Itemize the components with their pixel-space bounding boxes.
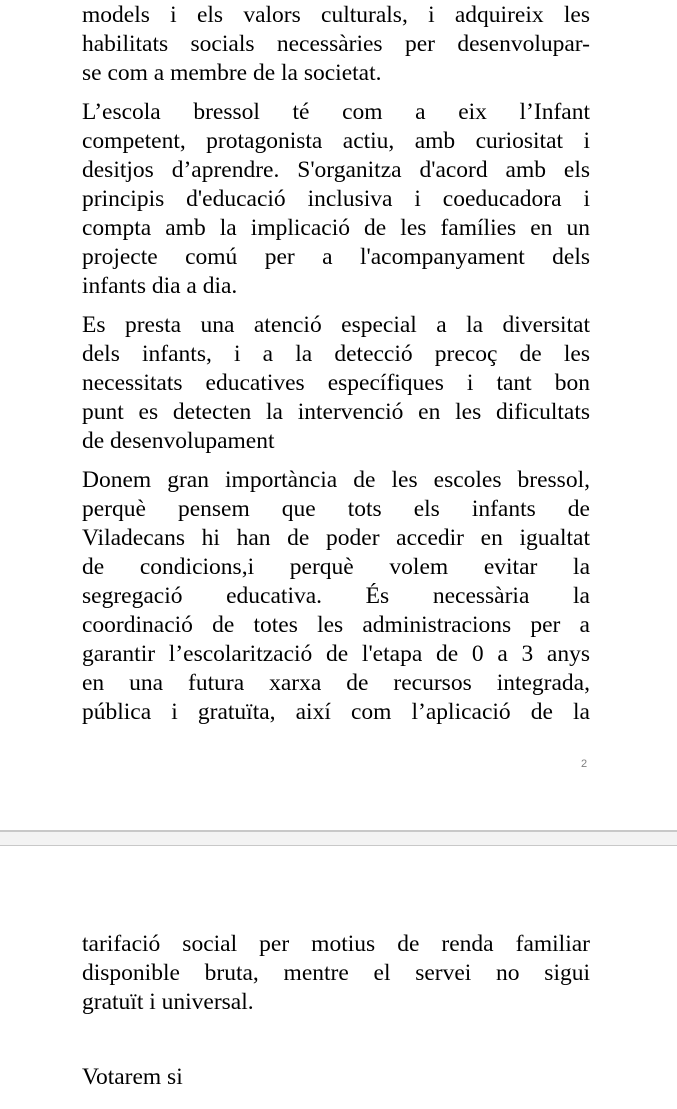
text-line: competent, protagonista actiu, amb curiositat i bbox=[82, 128, 590, 154]
text-line: tarifació social per motius de renda familiar bbox=[82, 931, 590, 957]
text-line: L’escola bressol té com a eix l’Infant bbox=[82, 99, 590, 125]
text-line: compta amb la implicació de les famílies en un bbox=[82, 215, 590, 241]
text-line: garantir l’escolarització de l'etapa de 0 a 3 anys bbox=[82, 641, 590, 667]
page-1-body bbox=[82, 1, 590, 727]
text-line: perquè pensem que tots els infants de bbox=[82, 496, 590, 522]
text-line: projecte comú per a l'acompanyament dels bbox=[82, 244, 590, 270]
paragraph-3 bbox=[82, 311, 590, 456]
text-line: en una futura xarxa de recursos integrada, bbox=[82, 670, 590, 696]
text-line: dels infants, i a la detecció precoç de les bbox=[82, 341, 590, 367]
paragraph-1 bbox=[82, 1, 590, 88]
text-line: de desenvolupament bbox=[82, 428, 275, 454]
text-line: Donem gran importància de les escoles bressol, bbox=[82, 467, 590, 493]
text-line: disponible bruta, mentre el servei no sigui bbox=[82, 960, 590, 986]
text-line: necessitats educatives específiques i tant bon bbox=[82, 370, 590, 396]
text-line: gratuït i universal. bbox=[82, 989, 254, 1015]
text-line: coordinació de totes les administracions per a bbox=[82, 612, 590, 638]
text-line: Es presta una atenció especial a la diversitat bbox=[82, 312, 590, 338]
text-line: Votarem si bbox=[82, 1064, 183, 1090]
page-break-separator bbox=[0, 830, 677, 846]
paragraph-2 bbox=[82, 98, 590, 301]
text-line: Viladecans hi han de poder accedir en igualtat bbox=[82, 525, 590, 551]
text-line: models i els valors culturals, i adquireix les bbox=[82, 2, 590, 28]
text-line: pública i gratuïta, així com l’aplicació de la bbox=[82, 699, 590, 725]
text-line: segregació educativa. És necessària la bbox=[82, 583, 590, 609]
text-line: punt es detecten la intervenció en les dificultats bbox=[82, 399, 590, 425]
text-line: habilitats socials necessàries per desenvolupar- bbox=[82, 31, 590, 57]
paragraph-4 bbox=[82, 466, 590, 727]
page-number: 2 bbox=[581, 758, 588, 770]
text-line: se com a membre de la societat. bbox=[82, 60, 382, 86]
text-line: desitjos d’aprendre. S'organitza d'acord amb els bbox=[82, 157, 590, 183]
text-line: principis d'educació inclusiva i coeducadora i bbox=[82, 186, 590, 212]
page-2-body bbox=[82, 930, 590, 1092]
text-line: de condicions,i perquè volem evitar la bbox=[82, 554, 590, 580]
paragraph-6 bbox=[82, 1063, 590, 1092]
text-line: infants dia a dia. bbox=[82, 273, 238, 299]
paragraph-5 bbox=[82, 930, 590, 1017]
